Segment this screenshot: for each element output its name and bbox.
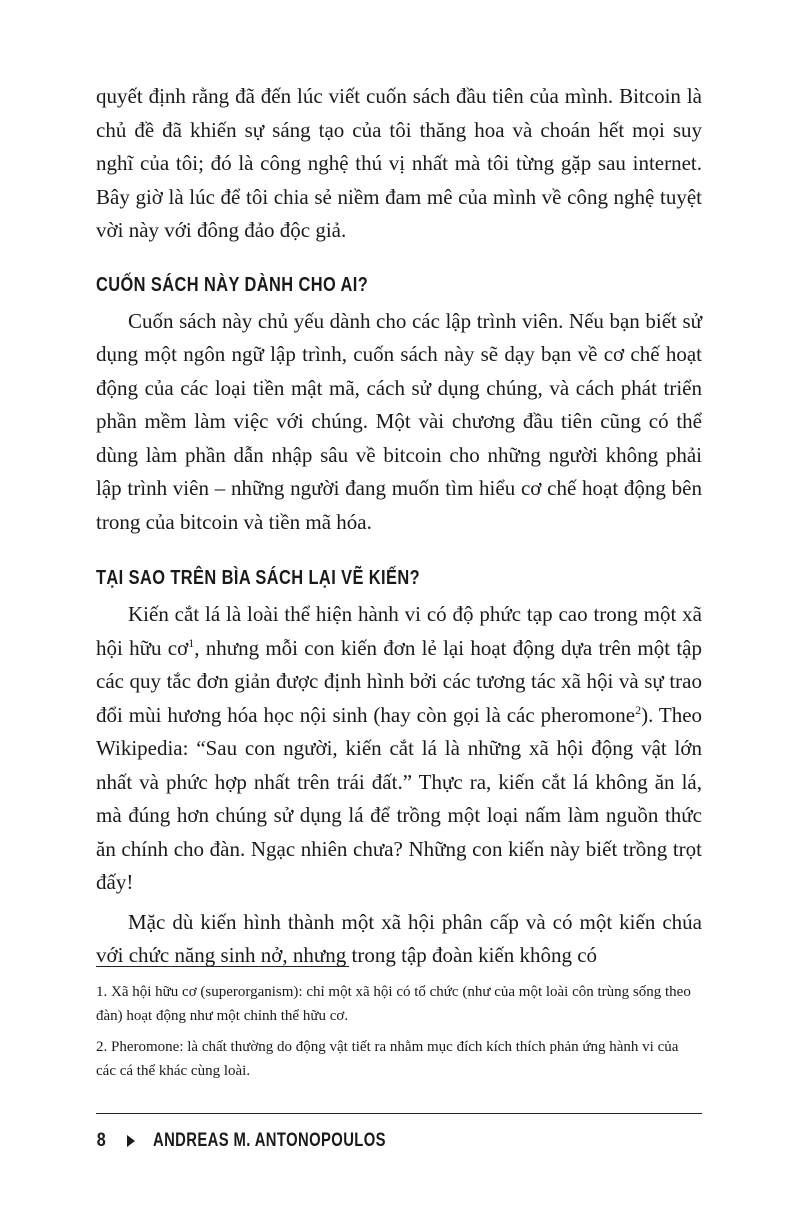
intro-paragraph: quyết định rằng đã đến lúc viết cuốn sách đầu tiên của mình. Bitcoin là chủ đề đã khiến sự sáng tạo của tôi thăng hoa và choán hết mọi suy nghĩ của tôi; đó là công nghệ thú vị nhất mà tôi từng gặp sau internet. Bây giờ là lúc để tôi chia sẻ niềm đam mê của mình về công nghệ tuyệt vời này với đông đảo độc giả.: [96, 84, 702, 242]
footer-divider: [96, 1113, 702, 1114]
triangle-right-icon: [127, 1135, 135, 1147]
page-footer: [96, 1126, 451, 1156]
ants-text-c: ). Theo Wikipedia: “Sau con người, kiến cắt lá là những xã hội động vật lớn nhất và phức hợp nhất trên trái đất.” Thực ra, kiến cắt lá không ăn lá, mà đúng hơn chúng sử dụng lá để trồng một loại nấm làm nguồn thức ăn chính cho đàn. Ngạc nhiên chưa? Những con kiến này biết trồng trọt đấy!: [96, 702, 703, 894]
footnote-ref-1: 1: [188, 635, 195, 650]
author-name: ANDREAS M. ANTONOPOULOS: [152, 1130, 386, 1151]
ants-text-a: Kiến cắt lá là loài thể hiện hành vi có độ phức tạp cao trong một xã hội hữu cơ: [96, 602, 702, 660]
footnote-divider: [96, 966, 349, 967]
ants-text-b: , nhưng mỗi con kiến đơn lẻ lại hoạt động dựa trên một tập các quy tắc đơn giản được định hình bởi các tương tác xã hội và sự trao đổi mùi hương hóa học nội sinh (hay còn gọi là các pheromone: [96, 635, 702, 727]
page-number: 8: [96, 1130, 106, 1151]
ants-paragraph-2: Mặc dù kiến hình thành một xã hội phân cấp và có một kiến chúa với chức năng sinh nở, nhưng trong tập đoàn kiến không có: [96, 909, 702, 967]
section-heading-audience: CUỐN SÁCH NÀY DÀNH CHO AI?: [96, 273, 369, 296]
audience-paragraph: Cuốn sách này chủ yếu dành cho các lập trình viên. Nếu bạn biết sử dụng một ngôn ngữ lập trình, cuốn sách này sẽ dạy bạn về cơ chế hoạt động của các loại tiền mật mã, cách sử dụng chúng, và cách phát triển phần mềm làm việc với chúng. Một vài chương đầu tiên cũng có thể dùng làm phần dẫn nhập sâu về bitcoin cho những người không phải lập trình viên – những người đang muốn tìm hiểu cơ chế hoạt động bên trong của bitcoin và tiền mã hóa.: [96, 308, 702, 534]
footnote-1: 1. Xã hội hữu cơ (superorganism): chỉ một xã hội có tổ chức (như của một loài côn trùng sống theo đàn) hoạt động như một chỉnh thể hữu cơ.: [96, 984, 691, 1024]
ants-paragraph-1: [96, 598, 702, 900]
page-body: [96, 80, 702, 973]
footnote-ref-2: 2: [635, 702, 642, 717]
footnotes: [96, 980, 702, 1090]
section-heading-ants: TẠI SAO TRÊN BÌA SÁCH LẠI VẼ KIẾN?: [96, 567, 421, 589]
footnote-2: 2. Pheromone: là chất thường do động vật tiết ra nhằm mục đích kích thích phản ứng hành vi của các cá thể khác cùng loài.: [96, 1039, 679, 1079]
